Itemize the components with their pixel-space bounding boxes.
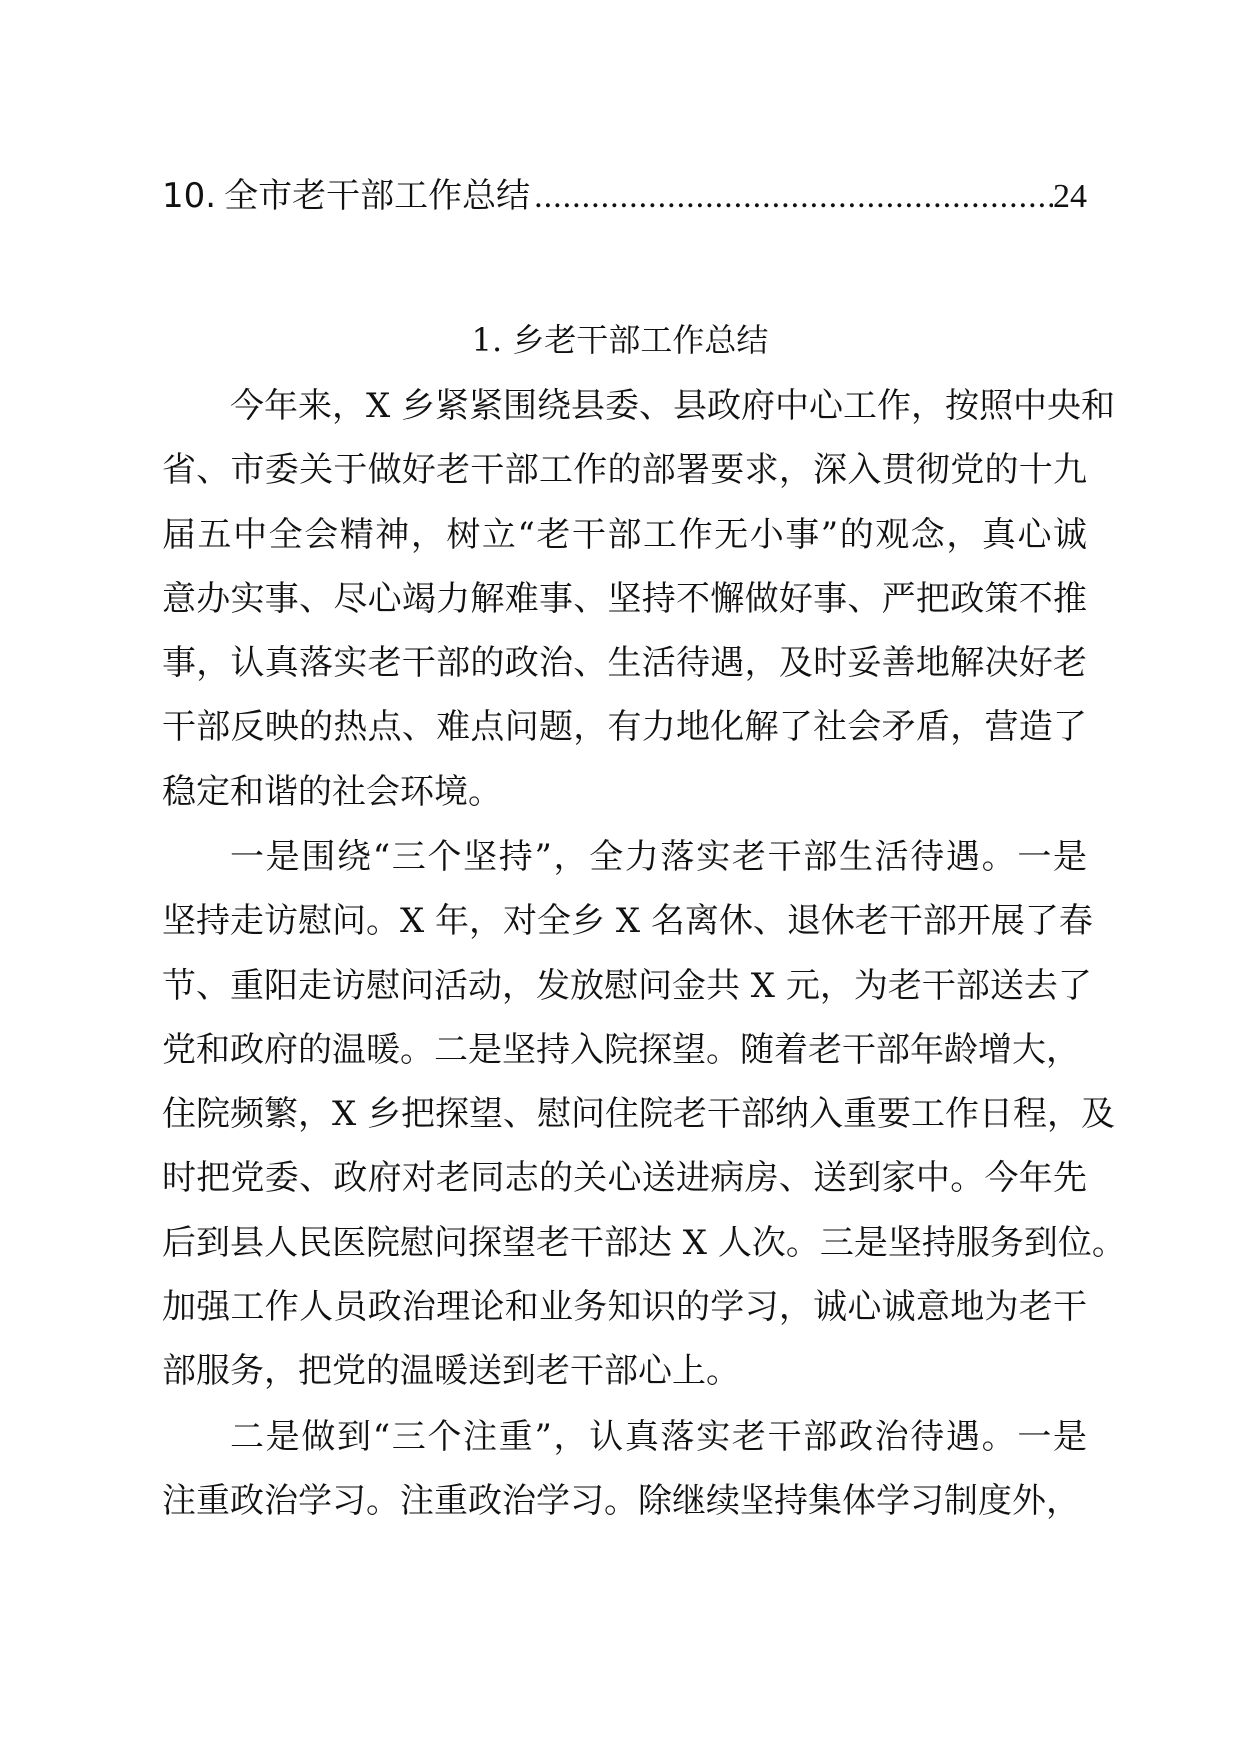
paragraph-line: 住院频繁，X 乡把探望、慰问住院老干部纳入重要工作日程，及 [162,1094,1116,1135]
paragraph-intro [162,374,1116,824]
paragraph-line: 事，认真落实老干部的政治、生活待遇，及时妥善地解决好老 [162,643,1087,684]
paragraph-political-benefits [162,1405,1087,1534]
paragraph-line: 省、市委关于做好老干部工作的部署要求，深入贯彻党的十九 [162,450,1087,491]
paragraph-line: 注重政治学习。注重政治学习。除继续坚持集体学习制度外， [162,1481,1080,1522]
paragraph-line: 一是围绕“三个坚持”，全力落实老干部生活待遇。一是 [230,837,1087,877]
toc-entry-page-number: 24 [1053,178,1087,215]
paragraph-living-benefits [162,825,1126,1404]
section-heading: 1. 乡老干部工作总结 [471,321,769,359]
paragraph-line: 意办实事、尽心竭力解难事、坚持不懈做好事、严把政策不推 [162,578,1087,619]
paragraph-line: 党和政府的温暖。二是坚持入院探望。随着老干部年龄增大， [162,1029,1080,1070]
toc-entry[interactable] [162,168,1087,224]
paragraph-line: 干部反映的热点、难点问题，有力地化解了社会矛盾，营造了 [162,707,1087,748]
paragraph-line: 稳定和谐的社会环境。 [162,771,502,812]
toc-entry-number: 10. [162,176,217,216]
paragraph-line: 坚持走访慰问。X 年，对全乡 X 名离休、退休老干部开展了春 [162,901,1093,942]
paragraph-line: 部服务，把党的温暖送到老干部心上。 [162,1351,740,1392]
paragraph-line: 二是做到“三个注重”，认真落实老干部政治待遇。一是 [230,1417,1087,1457]
paragraph-line: 节、重阳走访慰问活动，发放慰问金共 X 元，为老干部送去了 [162,965,1092,1006]
toc-leader-dots [530,169,1053,225]
toc-entry-title: 全市老干部工作总结 [224,176,531,216]
paragraph-line: 后到县人民医院慰问探望老干部达 X 人次。三是坚持服务到位。 [162,1222,1126,1263]
paragraph-line: 时把党委、政府对老同志的关心送进病房、送到家中。今年先 [162,1158,1087,1199]
paragraph-line: 今年来，X 乡紧紧围绕县委、县政府中心工作，按照中央和 [230,386,1116,426]
paragraph-line: 届五中全会精神，树立“老干部工作无小事”的观念，真心诚 [162,514,1087,555]
paragraph-line: 加强工作人员政治理论和业务知识的学习，诚心诚意地为老干 [162,1287,1087,1328]
